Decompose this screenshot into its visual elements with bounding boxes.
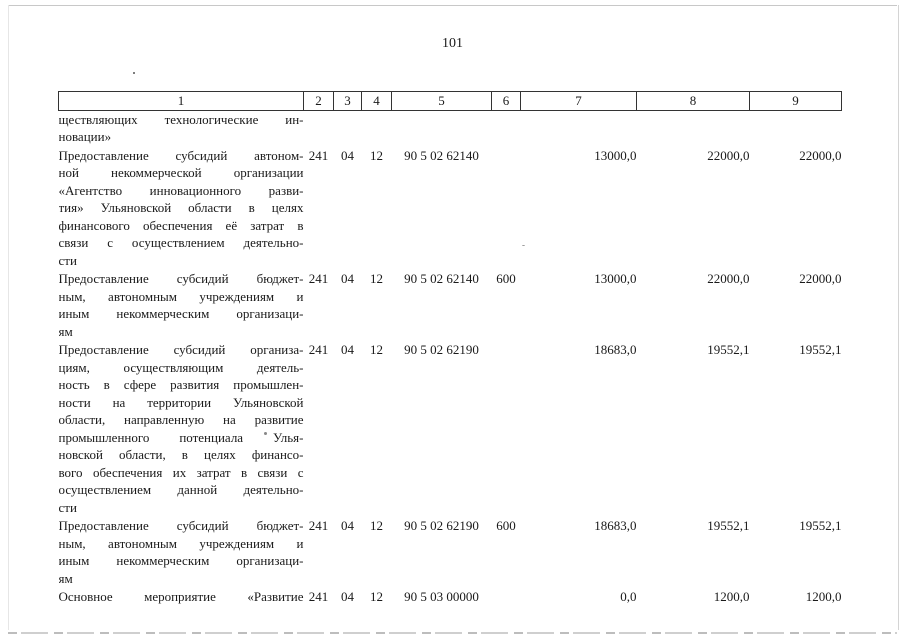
cell-amount-year-2: 22000,0 [707, 147, 750, 163]
description-line: финансового обеспечения её затрат в [58, 217, 304, 233]
cell-amount-year-3 [750, 110, 842, 146]
cell-target-article: 90 5 02 62140 [404, 271, 479, 286]
cell-description [59, 516, 304, 587]
column-header: 2 [304, 92, 334, 111]
cell-amount-year-2: 19552,1 [707, 342, 750, 357]
column-header: 6 [492, 92, 521, 111]
description-line: сти [58, 252, 77, 268]
description-line: вого обеспечения их затрат в связи с [58, 464, 304, 480]
description-line: Предоставление субсидий бюджет- [58, 518, 304, 533]
description-line: Предоставление субсидий бюджет- [58, 271, 304, 286]
description-line: сти [58, 499, 77, 515]
cell-expense-type: 600 [496, 271, 516, 286]
cell-description [59, 110, 304, 146]
description-line: ям [58, 570, 73, 586]
page-edge-right [898, 5, 899, 630]
cell-subsection: 12 [370, 342, 383, 357]
cell-chapter: 241 [308, 147, 329, 163]
cell-description [59, 146, 304, 270]
description-line: новской области, в целях финансо- [58, 447, 304, 462]
description-line: ность в сфере развития промышлен- [58, 377, 304, 392]
cell-section: 04 [341, 589, 354, 604]
description-line: циям, осуществляющим деятель- [58, 359, 304, 375]
table-row [59, 340, 842, 516]
description-line: иным некоммерческим организаци- [58, 553, 304, 568]
cell-subsection: 12 [370, 589, 383, 604]
description-line: ной некоммерческой организации [58, 165, 304, 180]
cell-amount-year-1: 13000,0 [594, 271, 637, 286]
table-row [59, 146, 842, 270]
page-number: 101 [442, 36, 463, 51]
page-edge-top [8, 5, 897, 6]
cell-subsection: 12 [370, 147, 383, 163]
cell-chapter [304, 110, 334, 146]
column-header: 9 [750, 92, 842, 111]
description-line: промышленного потенциала Улья- [58, 429, 304, 445]
description-line: ям [58, 323, 73, 339]
cell-description [59, 587, 304, 606]
cell-section [334, 110, 362, 146]
column-header: 8 [637, 92, 750, 111]
cell-section: 04 [341, 342, 354, 357]
cell-chapter: 241 [308, 271, 329, 286]
cell-expense-type: 600 [496, 518, 516, 533]
cell-target-article [392, 110, 492, 146]
cell-expense-type [492, 340, 521, 516]
cell-amount-year-1: 0,0 [620, 589, 637, 604]
budget-table [58, 91, 842, 606]
cell-chapter: 241 [308, 342, 329, 357]
description-line: осуществлением данной деятельно- [58, 482, 304, 497]
description-line: «Агентство инновационного разви- [58, 182, 304, 198]
cell-amount-year-2: 22000,0 [707, 271, 750, 286]
description-line: иным некоммерческим организаци- [58, 306, 304, 321]
cell-target-article: 90 5 02 62140 [404, 147, 479, 163]
column-header: 1 [59, 92, 304, 111]
cell-chapter: 241 [308, 518, 329, 533]
cell-section: 04 [341, 271, 354, 286]
table-header-row [59, 92, 842, 111]
table-row [59, 516, 842, 587]
description-line: Основное мероприятие «Развитие [58, 589, 304, 604]
description-line: новации» [58, 129, 112, 144]
cell-amount-year-2 [637, 110, 750, 146]
cell-chapter: 241 [308, 589, 329, 604]
cell-expense-type [492, 587, 521, 606]
cell-amount-year-2: 19552,1 [707, 518, 750, 533]
cell-amount-year-1: 18683,0 [594, 518, 637, 533]
cell-expense-type [492, 146, 521, 270]
cell-subsection [362, 110, 392, 146]
table-row [59, 110, 842, 146]
cell-target-article: 90 5 03 00000 [404, 589, 479, 604]
table-row [59, 587, 842, 606]
cell-description [59, 340, 304, 516]
cell-amount-year-3: 1200,0 [805, 589, 842, 604]
table-row [59, 269, 842, 340]
cell-amount-year-1 [521, 110, 637, 146]
description-line: ности на территории Ульяновской [58, 394, 304, 410]
cell-section: 04 [341, 518, 354, 533]
description-line: связи с осуществлением деятельно- [58, 235, 304, 250]
description-line: тия» Ульяновской области в целях [58, 200, 304, 215]
cell-amount-year-1: 18683,0 [594, 342, 637, 357]
cell-target-article: 90 5 02 62190 [404, 518, 479, 533]
scan-artifact-bottom [8, 632, 897, 634]
description-line: ным, автономным учреждениям и [58, 288, 304, 304]
scan-speck [133, 72, 135, 74]
cell-subsection: 12 [370, 271, 383, 286]
table-body [59, 110, 842, 606]
column-header: 3 [334, 92, 362, 111]
cell-target-article: 90 5 02 62190 [404, 342, 479, 357]
cell-subsection: 12 [370, 518, 383, 533]
cell-amount-year-3: 19552,1 [799, 518, 842, 533]
column-header: 5 [392, 92, 492, 111]
cell-amount-year-1: 13000,0 [594, 147, 637, 163]
description-line: Предоставление субсидий автоном- [58, 147, 304, 163]
cell-section: 04 [341, 147, 354, 163]
cell-amount-year-3: 22000,0 [799, 271, 842, 286]
description-line: Предоставление субсидий организа- [58, 342, 304, 357]
cell-amount-year-2: 1200,0 [713, 589, 750, 604]
page-edge-left [8, 5, 9, 630]
description-line: ществляющих технологические ин- [58, 111, 304, 127]
cell-expense-type [492, 110, 521, 146]
column-header: 7 [521, 92, 637, 111]
column-header: 4 [362, 92, 392, 111]
description-line: ным, автономным учреждениям и [58, 535, 304, 551]
cell-amount-year-3: 19552,1 [799, 342, 842, 357]
description-line: области, направленную на развитие [58, 412, 304, 427]
cell-description [59, 269, 304, 340]
cell-amount-year-3: 22000,0 [799, 147, 842, 163]
